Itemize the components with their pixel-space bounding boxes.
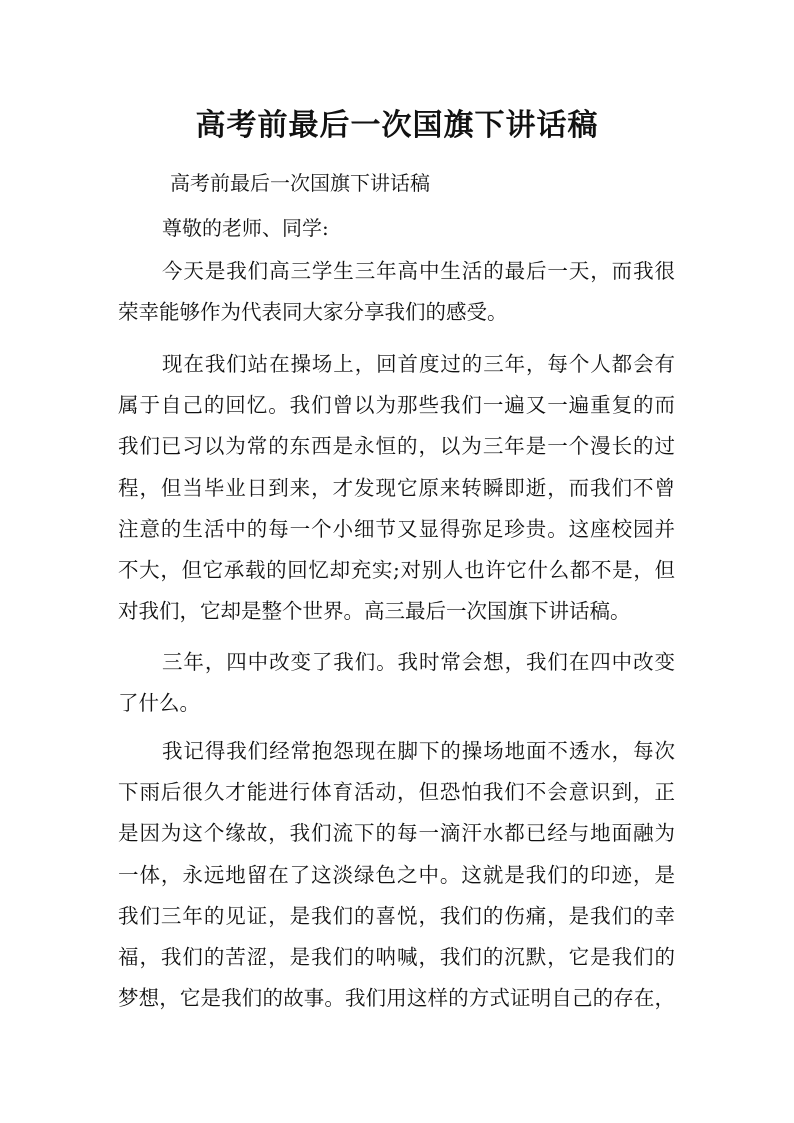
paragraph-line: 对我们，它却是整个世界。高三最后一次国旗下讲话稿。 xyxy=(118,599,631,624)
paragraph xyxy=(118,251,675,333)
paragraph-line: 我记得我们经常抱怨现在脚下的操场地面不透水，每次 xyxy=(162,739,675,763)
document-subtitle: 高考前最后一次国旗下讲话稿 xyxy=(170,171,430,195)
document-title: 高考前最后一次国旗下讲话稿 xyxy=(195,108,599,143)
paragraph-line: 了什么。 xyxy=(118,691,200,716)
paragraph-line: 我们三年的见证，是我们的喜悦，我们的伤痛，是我们的幸 xyxy=(118,903,675,928)
paragraph-line: 今天是我们高三学生三年高中生活的最后一天，而我很 xyxy=(162,259,675,283)
paragraph-line: 属于自己的回忆。我们曾以为那些我们一遍又一遍重复的而 xyxy=(118,393,675,418)
paragraph xyxy=(118,731,675,1019)
paragraph-line: 梦想，它是我们的故事。我们用这样的方式证明自己的存在， xyxy=(118,986,675,1011)
greeting: 尊敬的老师、同学: xyxy=(162,216,329,240)
paragraph-line: 是因为这个缘故，我们流下的每一滴汗水都已经与地面融为 xyxy=(118,821,675,846)
paragraph-line: 下雨后很久才能进行体育活动，但恐怕我们不会意识到，正 xyxy=(118,780,675,805)
paragraph-line: 一体，永远地留在了这淡绿色之中。这就是我们的印迹，是 xyxy=(118,862,675,887)
paragraph xyxy=(118,642,675,724)
paragraph-line: 不大，但它承载的回忆却充实;对别人也许它什么都不是，但 xyxy=(118,557,675,582)
paragraph xyxy=(118,344,675,632)
paragraph-line: 荣幸能够作为代表同大家分享我们的感受。 xyxy=(118,300,508,325)
paragraph-line: 福，我们的苦涩，是我们的呐喊，我们的沉默，它是我们的 xyxy=(118,944,675,969)
paragraph-line: 现在我们站在操场上，回首度过的三年，每个人都会有 xyxy=(162,352,675,376)
paragraph-line: 三年，四中改变了我们。我时常会想，我们在四中改变 xyxy=(162,650,675,674)
paragraph-line: 注意的生活中的每一个小细节又显得弥足珍贵。这座校园并 xyxy=(118,516,675,541)
paragraph-line: 程，但当毕业日到来，才发现它原来转瞬即逝，而我们不曾 xyxy=(118,475,675,500)
paragraph-line: 我们已习以为常的东西是永恒的，以为三年是一个漫长的过 xyxy=(118,434,675,459)
